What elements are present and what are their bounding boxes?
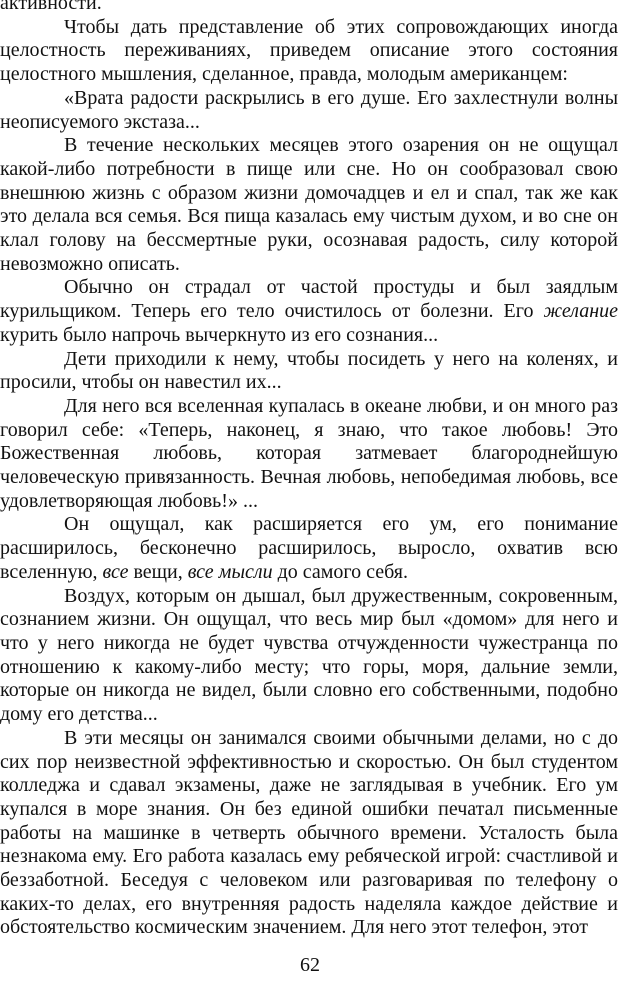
text-run: В течение нескольких месяцев этого озарения он не ощущал какой-либо потребности в пище или сне. Но он сообразовал свою внешнюю жизнь с образом жизни домочадцев и ел и спал, так же как это делала вся семья. Вся пища казалась ему чистым духом, и во сне он клал голову на бессмертные руки, осознавая радость, силу которой невозможно описать. — [0, 134, 618, 275]
paragraph — [0, 727, 618, 940]
text-run: В эти месяцы он занимался своими обычными делами, но с до сих пор неизвестной эффективностью и скоростью. Он был студентом колледжа и сдавал экзамены, даже не заглядывая в учебник. Его ум купался в море знания. Он без единой ошибки печатал письменные работы на машинке в четверть обычного времени. Усталость была незнакома ему. Его работа казалась ему ребяческой игрой: счастливой и беззаботной. Беседуя с человеком или разговаривая по телефону о каких-то делах, его внутренняя радость наделяла каждое действие и обстоятельство космическим значением. Для него этот телефон, этот — [0, 726, 618, 939]
page-number: 62 — [300, 954, 320, 976]
italic-text: все мысли — [187, 560, 273, 583]
paragraph — [0, 348, 618, 395]
paragraph — [0, 16, 618, 87]
italic-text: желание — [543, 300, 618, 323]
text-run: курить было напрочь вычеркнуто из его сознания... — [0, 323, 439, 346]
text-run: Обычно он страдал от частой простуды и был заядлым курильщиком. Теперь его тело очистилось от болезни. Его — [0, 276, 618, 323]
text-run: вещи, — [128, 560, 188, 583]
italic-text: все — [102, 560, 129, 583]
paragraph — [0, 585, 618, 727]
paragraph — [0, 0, 618, 16]
paragraph — [0, 395, 618, 514]
paragraph — [0, 87, 618, 134]
text-run: Чтобы дать представление об этих сопровождающих иногда целостность переживаниях, приведем описание этого состояния целостного мышления, сделанное, правда, молодым американцем: — [0, 15, 618, 86]
paragraph — [0, 276, 618, 347]
text-run: Для него вся вселенная купалась в океане любви, и он много раз говорил себе: «Теперь, наконец, я знаю, что такое любовь! Это Божественная любовь, которая затмевает благороднейшую человеческую привязанность. Вечная любовь, непобедимая любовь, все удовлетворяющая любовь!» ... — [0, 394, 618, 512]
paragraph — [0, 513, 618, 584]
text-run: Дети приходили к нему, чтобы посидеть у него на коленях, и просили, чтобы он навестил их... — [0, 347, 618, 394]
paragraph — [0, 134, 618, 276]
text-run: Он ощущал, как расширяется его ум, его понимание расширилось, бесконечно расширилось, выросло, охватив всю вселенную, — [0, 513, 618, 583]
text-run: активности. — [0, 0, 102, 14]
text-run: «Врата радости раскрылись в его душе. Его захлестнули волны неописуемого экстаза... — [0, 86, 618, 133]
text-run: до самого себя. — [272, 560, 409, 583]
text-run: Воздух, которым он дышал, был дружественным, сокровенным, сознанием жизни. Он ощущал, что весь мир был «домом» для него и что у него никогда не будет чувства отчужденности чужестранца по отношению к какому-либо месту; что горы, моря, дальние земли, которые он никогда не видел, были словно его собственными, подобно дому его детства... — [0, 584, 618, 726]
